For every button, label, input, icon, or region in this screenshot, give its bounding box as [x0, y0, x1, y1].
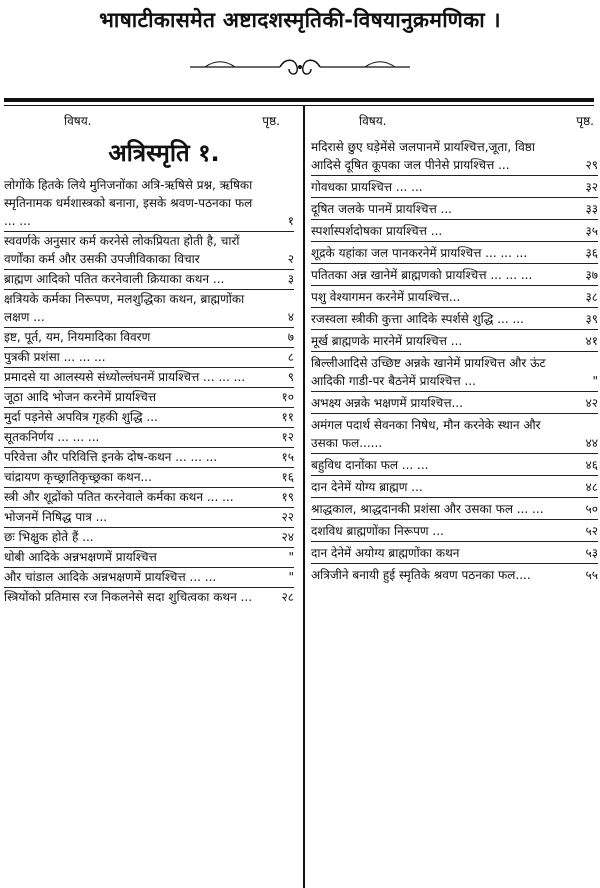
- entry-page-number: ३५: [585, 224, 598, 238]
- entry-page-number: १९: [281, 490, 294, 504]
- entry-subject: मूर्ख ब्राह्मणके मारनेमें प्रायश्चित्त ...: [311, 334, 463, 348]
- entry-page-number: ५०: [585, 502, 598, 516]
- entry-page-number: ": [288, 550, 294, 564]
- index-entry: [311, 519, 598, 541]
- page-heading: पृष्ठ.: [576, 114, 594, 128]
- index-entry: [4, 176, 294, 231]
- entry-subject: क्षत्रियके कर्मका निरूपण, मलशुद्धिका कथन, ब्राह्मणोंका लक्षण ...: [4, 292, 245, 324]
- entry-page-number: १२: [281, 430, 294, 444]
- entry-page-number: ४४: [585, 436, 598, 450]
- entry-page-number: ५५: [585, 568, 598, 582]
- index-entry: [311, 391, 598, 413]
- entry-subject: सूतकनिर्णय ... ... ...: [4, 430, 100, 444]
- entry-page-number: २९: [585, 158, 598, 172]
- entry-subject: बिल्लीआदिसे उच्छिष्ट अन्नके खानेमें प्रायश्चित्त और ऊंट आदिकी गाडी-पर बैठनेमें प्रायश्चित्त ...: [311, 356, 546, 388]
- entry-subject: चांद्रायण कृच्छ्रातिकृच्छ्रका कथन...: [4, 470, 152, 484]
- entry-page-number: ८: [287, 350, 294, 364]
- column-divider: [303, 106, 305, 888]
- entry-page-number: ": [288, 570, 294, 584]
- entry-subject: इष्ट, पूर्त, यम, नियमादिका विवरण: [4, 330, 151, 344]
- entry-subject: पतितका अन्न खानेमें ब्राह्मणको प्रायश्चित्त ... ... ...: [311, 268, 533, 282]
- entry-subject: अमंगल पदार्थ सेवनका निषेध, मौन करनेके स्थान और उसका फल......: [311, 418, 541, 450]
- entry-page-number: ": [592, 374, 598, 388]
- page-heading: पृष्ठ.: [262, 114, 280, 128]
- entry-page-number: १५: [281, 450, 294, 464]
- entry-subject: दान देनेमें अयोग्य ब्राह्मणोंका कथन: [311, 546, 460, 560]
- entry-page-number: ३२: [585, 180, 598, 194]
- subject-heading: विषय.: [359, 114, 387, 128]
- index-entry: [4, 447, 294, 467]
- entry-page-number: ५२: [585, 524, 598, 538]
- right-column: [311, 112, 598, 585]
- entry-page-number: ९: [287, 370, 294, 384]
- index-entry: [4, 507, 294, 527]
- entry-subject: बहुविध दानोंका फल ... ...: [311, 458, 429, 472]
- entry-subject: भोजनमें निषिद्ध पात्र ...: [4, 510, 108, 524]
- entry-subject: लोगोंके हितके लिये मुनिजनोंका अत्रि-ऋषिसे प्रश्न, ऋषिका स्मृतिनामक धर्मशास्त्रको बनाना, इसके श्रवण-पठनका फल ... ...: [4, 178, 253, 228]
- entry-subject: प्रमादसे या आलस्यसे संध्योल्लंघनमें प्रायश्चित्त ... ... ...: [4, 370, 246, 384]
- entry-subject: दशविध ब्राह्मणोंका निरूपण ...: [311, 524, 444, 538]
- left-column: [4, 112, 294, 607]
- entry-page-number: ४२: [585, 396, 598, 410]
- index-entry: [311, 285, 598, 307]
- subject-heading: विषय.: [64, 114, 92, 128]
- entry-subject: दान देनेमें योग्य ब्राह्मण ...: [311, 480, 423, 494]
- entry-page-number: १: [287, 214, 294, 228]
- index-entry: [311, 541, 598, 563]
- index-entry: [4, 587, 294, 607]
- entry-subject: अभक्ष्य अन्नके भक्षणमें प्रायश्चित्त...: [311, 396, 463, 410]
- entry-page-number: ३३: [585, 202, 598, 216]
- index-entry: [311, 563, 598, 585]
- index-entry: [4, 367, 294, 387]
- right-entry-list: [311, 136, 598, 585]
- entry-page-number: ४६: [585, 458, 598, 472]
- index-entry: [311, 351, 598, 391]
- entry-page-number: २२: [281, 510, 294, 524]
- entry-page-number: ३७: [585, 268, 598, 282]
- entry-subject: छः भिक्षुक होते हैं ...: [4, 530, 94, 544]
- right-column-header: [311, 112, 598, 136]
- entry-page-number: ४१: [585, 334, 598, 348]
- index-entry: [311, 263, 598, 285]
- entry-subject: जूठा आदि भोजन करनेमें प्रायश्चित्त: [4, 390, 157, 404]
- entry-subject: स्पर्शास्पर्शदोषका प्रायश्चित्त ...: [311, 224, 443, 238]
- entry-page-number: ११: [281, 410, 294, 424]
- entry-subject: स्त्रियोंको प्रतिमास रज निकलनेसे सदा शुचित्वका कथन ...: [4, 590, 253, 604]
- index-entry: [311, 497, 598, 519]
- page-title: भाषाटीकासमेत अष्टादशस्मृतिकी-विषयानुक्रमणिका ।: [99, 8, 501, 32]
- index-entry: [311, 307, 598, 329]
- index-entry: [4, 567, 294, 587]
- index-entry: [4, 427, 294, 447]
- index-entry: [311, 219, 598, 241]
- left-column-header: [4, 112, 294, 136]
- entry-page-number: ३८: [585, 290, 598, 304]
- entry-subject: पुत्रकी प्रशंसा ... ... ...: [4, 350, 106, 364]
- index-entry: [311, 136, 598, 175]
- entry-page-number: २८: [281, 590, 294, 604]
- index-entry: [311, 453, 598, 475]
- entry-page-number: १६: [281, 470, 294, 484]
- section-title: अत्रिस्मृति १.: [108, 139, 220, 167]
- entry-subject: रजस्वला स्त्रीकी कुत्ता आदिके स्पर्शसे शुद्धि ... ...: [311, 312, 524, 326]
- entry-page-number: ५३: [585, 546, 598, 560]
- entry-subject: मदिरासे छुए घड़ेमेंसे जलपानमें प्रायश्चित्त,जूता, विष्ठा आदिसे दूषित कूपका जल पीनेसे प्रायश्चित्त ...: [311, 140, 535, 172]
- entry-subject: और चांडाल आदिके अन्नभक्षणमें प्रायश्चित्त ... ...: [4, 570, 217, 584]
- index-entry: [4, 487, 294, 507]
- index-entry: [311, 241, 598, 263]
- index-entry: [311, 197, 598, 219]
- index-entry: [4, 231, 294, 269]
- index-entry: [311, 329, 598, 351]
- entry-page-number: १०: [281, 390, 294, 404]
- entry-page-number: ३९: [585, 312, 598, 326]
- index-entry: [311, 413, 598, 453]
- index-entry: [4, 327, 294, 347]
- entry-subject: श्राद्धकाल, श्राद्धदानकी प्रशंसा और उसका फल ... ...: [311, 502, 544, 516]
- header-rule-thick: [4, 98, 594, 102]
- decorative-flourish-icon: [185, 56, 415, 78]
- entry-subject: अत्रिजीने बनायी हुई स्मृतिके श्रवण पठनका फल....: [311, 568, 531, 582]
- index-entry: [4, 347, 294, 367]
- entry-subject: स्ववर्णके अनुसार कर्म करनेसे लोकप्रियता होती है, चारों वर्णोंका कर्म और उसकी उपजीविकाका विचार: [4, 234, 240, 266]
- entry-page-number: ३६: [585, 246, 598, 260]
- entry-page-number: २: [287, 252, 294, 266]
- entry-page-number: २४: [281, 530, 294, 544]
- index-entry: [4, 387, 294, 407]
- index-entry: [4, 547, 294, 567]
- index-entry: [4, 407, 294, 427]
- entry-page-number: ७: [287, 330, 294, 344]
- left-entry-list: [4, 176, 294, 607]
- index-entry: [4, 467, 294, 487]
- entry-subject: पशु वेश्यागमन करनेमें प्रायश्चित्त...: [311, 290, 461, 304]
- index-entry: [311, 175, 598, 197]
- entry-page-number: ४८: [585, 480, 598, 494]
- entry-subject: दूषित जलके पानमें प्रायश्चित्त ...: [311, 202, 452, 216]
- index-entry: [4, 527, 294, 547]
- entry-subject: गोवधका प्रायश्चित्त ... ...: [311, 180, 423, 194]
- entry-subject: ब्राह्मण आदिको पतित करनेवाली क्रियाका कथन ...: [4, 272, 225, 286]
- entry-subject: परिवेत्ता और परिवित्ति इनके दोष-कथन ... ... ...: [4, 450, 218, 464]
- entry-subject: मुर्दा पड़नेसे अपवित्र गृहकी शुद्धि ...: [4, 410, 158, 424]
- index-entry: [4, 289, 294, 327]
- entry-subject: शूद्रके यहांका जल पानकरनेमें प्रायश्चित्त ... ... ...: [311, 246, 528, 260]
- index-entry: [4, 269, 294, 289]
- index-entry: [311, 475, 598, 497]
- entry-subject: स्त्री और शूद्रोंको पतित करनेवाले कर्मका कथन ... ...: [4, 490, 234, 504]
- entry-page-number: ४: [287, 310, 294, 324]
- entry-page-number: ३: [287, 272, 294, 286]
- entry-subject: धोबी आदिके अन्नभक्षणमें प्रायश्चित्त: [4, 550, 157, 564]
- header-rule-thin: [4, 105, 594, 106]
